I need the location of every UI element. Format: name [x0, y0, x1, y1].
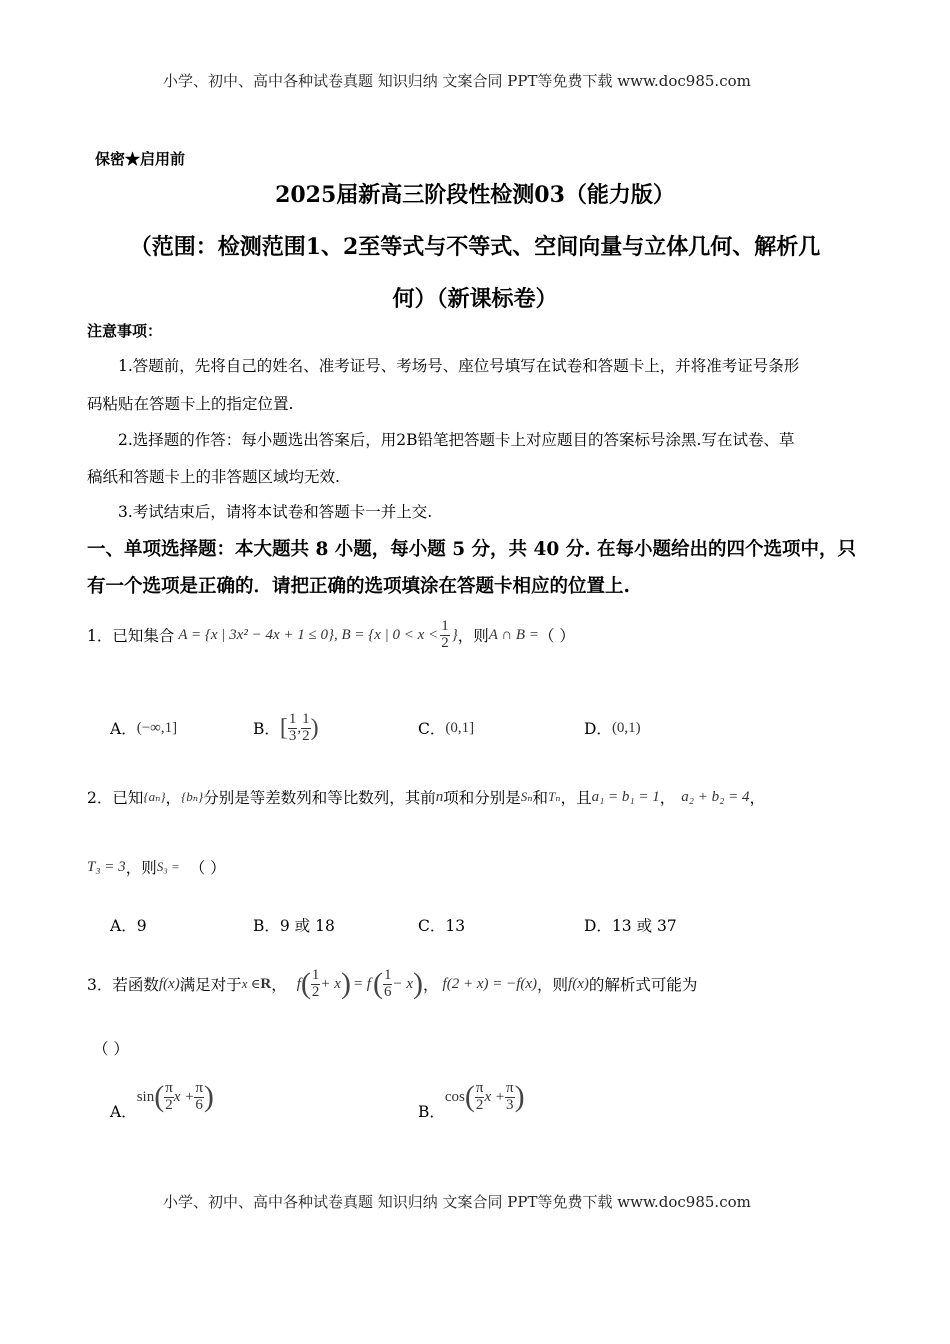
q1-half: $\frac{1}{2}$	[441, 617, 449, 651]
q1-sets: A = {x | 3x² − 4x + 1 ≤ 0}, B = {x | 0 < x <	[178, 626, 439, 643]
q1-option-a[interactable]: A． (−∞,1]	[110, 719, 178, 738]
q2-option-d[interactable]: D．13 或 37	[584, 917, 677, 935]
q2-option-c[interactable]: C．13	[418, 917, 466, 935]
section1-heading-cont: 有一个选项是正确的．请把正确的选项填涂在答题卡相应的位置上.	[87, 576, 630, 597]
exam-title: 2025届新高三阶段性检测03（能力版）	[275, 182, 675, 208]
section1-heading: 一、单项选择题：本大题共 8 小题，每小题 5 分，共 40 分. 在每小题给出的四个选项中，只	[87, 539, 857, 560]
question-2-cont: T₃ = 3 ，则 S₃ = （ ）	[87, 858, 226, 877]
q2-option-a[interactable]: A．9	[110, 917, 147, 935]
question-3: 3．若函数 f(x) 满足对于 x ∈ R ， f ( $\frac{1}{2}$ + x ) = f ( $\frac{1}{6}$ − x ) ， f(2 + x) = −f(x) ，则 f(x) 的解析式可能为	[87, 966, 698, 1000]
question-2: 2．已知 {aₙ} ， {bₙ} 分别是等差数列和等比数列，其前 n 项和分别是 Sₙ 和 Tₙ ，且 a₁ = b₁ = 1 ， a₂ + b₂ = 4 ，	[87, 788, 765, 807]
notice-heading: 注意事项：	[87, 322, 163, 340]
notice-item-1-cont: 码粘贴在答题卡上的指定位置.	[87, 395, 294, 413]
q1-option-c[interactable]: C． (0,1]	[418, 719, 475, 738]
confidential-label: 保密★启用前	[95, 150, 186, 168]
q1-option-d[interactable]: D． (0,1)	[584, 719, 641, 738]
q1-suffix: ，则	[457, 627, 489, 645]
q1-prefix: 1．已知集合	[87, 627, 175, 645]
exam-scope-line1: （范围：检测范围1、2至等式与不等式、空间向量与立体几何、解析几	[129, 234, 821, 260]
q1-expr: A ∩ B =	[488, 626, 539, 643]
q2-option-b[interactable]: B．9 或 18	[253, 917, 335, 935]
notice-item-2-cont: 稿纸和答题卡上的非答题区域均无效.	[87, 468, 340, 486]
notice-item-3: 3.考试结束后，请将本试卷和答题卡一并上交.	[118, 503, 433, 521]
page-footer: 小学、初中、高中各种试卷真题 知识归纳 文案合同 PPT等免费下载 www.doc985.com	[163, 1193, 751, 1211]
q1-paren: （ ）	[538, 627, 575, 645]
question-1	[87, 612, 575, 658]
notice-item-1: 1.答题前，先将自己的姓名、准考证号、考场号、座位号填写在试卷和答题卡上，并将准考证号条形	[118, 357, 800, 375]
exam-scope-line2: 何）（新课标卷）	[392, 286, 558, 312]
q3-paren: （ ）	[93, 1040, 129, 1058]
q3-option-b[interactable]: B． cos ( $\frac{\pi}{2}$ x + $\frac{\pi}{3}$ )	[418, 1079, 525, 1121]
q1-option-b[interactable]: B． [ $\frac{1}{3}$ , $\frac{1}{2}$ )	[253, 710, 319, 744]
page-header: 小学、初中、高中各种试卷真题 知识归纳 文案合同 PPT等免费下载 www.doc985.com	[163, 72, 751, 90]
q3-option-a[interactable]: A． sin ( $\frac{\pi}{2}$ x + $\frac{\pi}{6}$ )	[110, 1079, 214, 1121]
q1-close-brace: }	[451, 626, 458, 643]
q3-condition-1: f ( $\frac{1}{2}$ + x ) = f ( $\frac{1}{6}$ − x )	[296, 966, 424, 1000]
notice-item-2: 2.选择题的作答：每小题选出答案后，用2B铅笔把答题卡上对应题目的答案标号涂黑.写在试卷、草	[118, 431, 795, 449]
